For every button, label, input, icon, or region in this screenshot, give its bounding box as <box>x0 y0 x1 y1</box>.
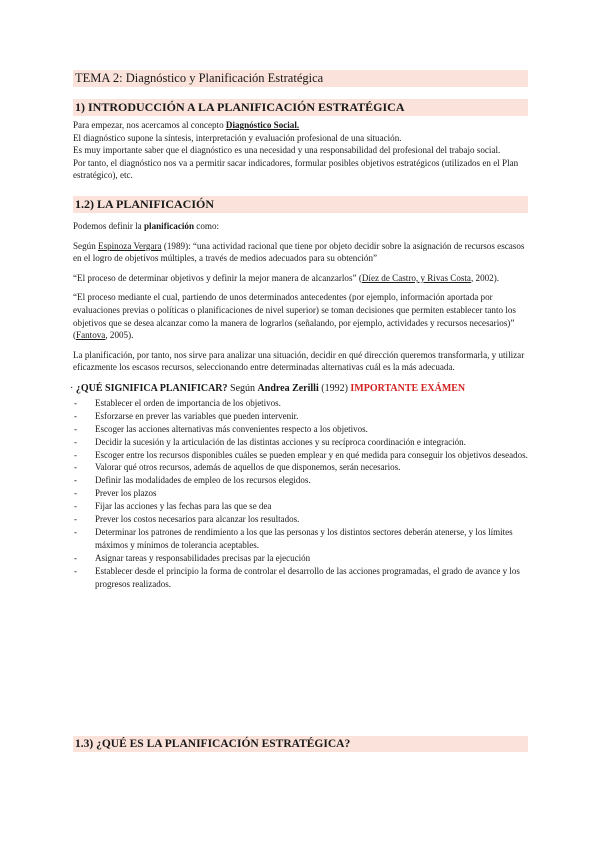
section-2-heading: 1.2) LA PLANIFICACIÓN <box>73 196 528 213</box>
section-1-paragraph-4: Por tanto, el diagnóstico nos va a permitir sacar indicadores, formular posibles objetivos estratégicos (utilizados en el Plan estratégico), etc. <box>73 157 519 181</box>
text-run: Según <box>227 382 258 394</box>
text-run: , 2002). <box>470 272 500 283</box>
text-run: “El proceso de determinar objetivos y definir la mejor manera de alcanzarlos” ( <box>73 272 362 283</box>
list-item: - Definir las modalidades de empleo de los recursos elegidos. <box>95 474 528 487</box>
author-reference: Espinoza Vergara <box>98 240 162 251</box>
term-diagnostico-social: Diagnóstico Social. <box>225 120 300 130</box>
list-item: - Prever los plazos <box>95 487 528 500</box>
list-item: - Establecer el orden de importancia de los objetivos. <box>95 397 528 410</box>
section-1-heading: 1) INTRODUCCIÓN A LA PLANIFICACIÓN ESTRATÉGICA <box>73 99 528 116</box>
quote-espinoza <box>73 240 528 265</box>
text-run: , 2005). <box>105 330 134 341</box>
list-item: - Escoger entre los recursos disponibles cuáles se pueden emplear y en qué medida para conseguir los objetivos deseados. <box>95 449 528 462</box>
section-3-heading: 1.3) ¿QUÉ ES LA PLANIFICACIÓN ESTRATÉGICA? <box>73 736 528 752</box>
question-heading <box>70 382 528 395</box>
section-2-conclusion: La planificación, por tanto, nos sirve para analizar una situación, decidir en qué dirección queremos transformarla, y utilizar eficazmente los escasos recursos, seleccionando entre determinadas alternativas cuál es la más adecuada. <box>73 349 525 373</box>
list-item: - Prever los costos necesarios para alcanzar los resultados. <box>95 513 528 526</box>
list-item: - Decidir la sucesión y la articulación de las distintas acciones y su recíproca coordinación e integración. <box>95 436 528 449</box>
document-title: TEMA 2: Diagnóstico y Planificación Estratégica <box>73 70 528 87</box>
planning-steps-list <box>73 397 528 591</box>
term-planificacion: planificación <box>143 220 195 231</box>
list-item: - Determinar los patrones de rendimiento a los que las personas y los distintos sectores deberán atenerse, y los límites máximos y mínimos de tolerancia aceptables. <box>95 526 528 552</box>
text-run: como: <box>194 220 220 231</box>
text-run: Podemos definir la <box>73 220 144 231</box>
question-text: ¿QUÉ SIGNIFICA PLANIFICAR? <box>73 382 228 394</box>
list-item: - Establecer desde el principio la forma de controlar el desarrollo de las acciones programadas, el grado de avance y los progresos realizados. <box>95 565 528 591</box>
author-reference: Fantova <box>76 330 106 341</box>
list-item: - Asignar tareas y responsabilidades precisas par la ejecución <box>95 552 528 565</box>
author-name: Andrea Zerilli <box>257 382 319 394</box>
text-run: “El proceso mediante el cual, partiendo de unos determinados antecedentes (por ejemplo, información aportada por evaluaciones previas o políticas o planificaciones de nivel superior) se toman decisiones que permiten establecer tanto los objetivos que se desea alcanzar como la manera de lograrlos (señalando, por ejemplo, actividades y recursos necesarios)” ( <box>73 292 516 341</box>
quote-diez-de-castro <box>73 272 528 285</box>
section-2-intro <box>73 220 528 233</box>
year: (1992) <box>318 382 351 394</box>
list-item: - Valorar qué otros recursos, además de aquellos de que disponemos, serán necesarios. <box>95 461 528 474</box>
list-item: - Esforzarse en prever las variables que pueden intervenir. <box>95 410 528 423</box>
section-1-paragraph-2: El diagnóstico supone la síntesis, interpretación y evaluación profesional de una situación. <box>73 132 402 143</box>
text-run: Según <box>73 240 99 251</box>
quote-fantova <box>73 291 528 341</box>
document-content <box>70 70 528 591</box>
list-item: - Escoger las acciones alternativas más convenientes respecto a los objetivos. <box>95 423 528 436</box>
list-item: - Fijar las acciones y las fechas para las que se dea <box>95 500 528 513</box>
text-run: (1989): “una actividad racional que tiene por objeto decidir sobre la asignación de recursos escasos en el logro de objetivos múltiples, a través de medios adecuados para su obtención” <box>73 240 525 264</box>
important-note: IMPORTANTE EXÁMEN <box>350 382 466 394</box>
section-1-paragraph-1 <box>73 119 528 132</box>
section-1-paragraph-3: Es muy importante saber que el diagnóstico es una necesidad y una responsabilidad del profesional del trabajo social. <box>73 145 501 156</box>
text-run: Para empezar, nos acercamos al concepto <box>73 120 226 130</box>
bullet-icon: · <box>70 382 74 394</box>
author-reference: Díez de Castro, y Rivas Costa <box>361 272 471 283</box>
